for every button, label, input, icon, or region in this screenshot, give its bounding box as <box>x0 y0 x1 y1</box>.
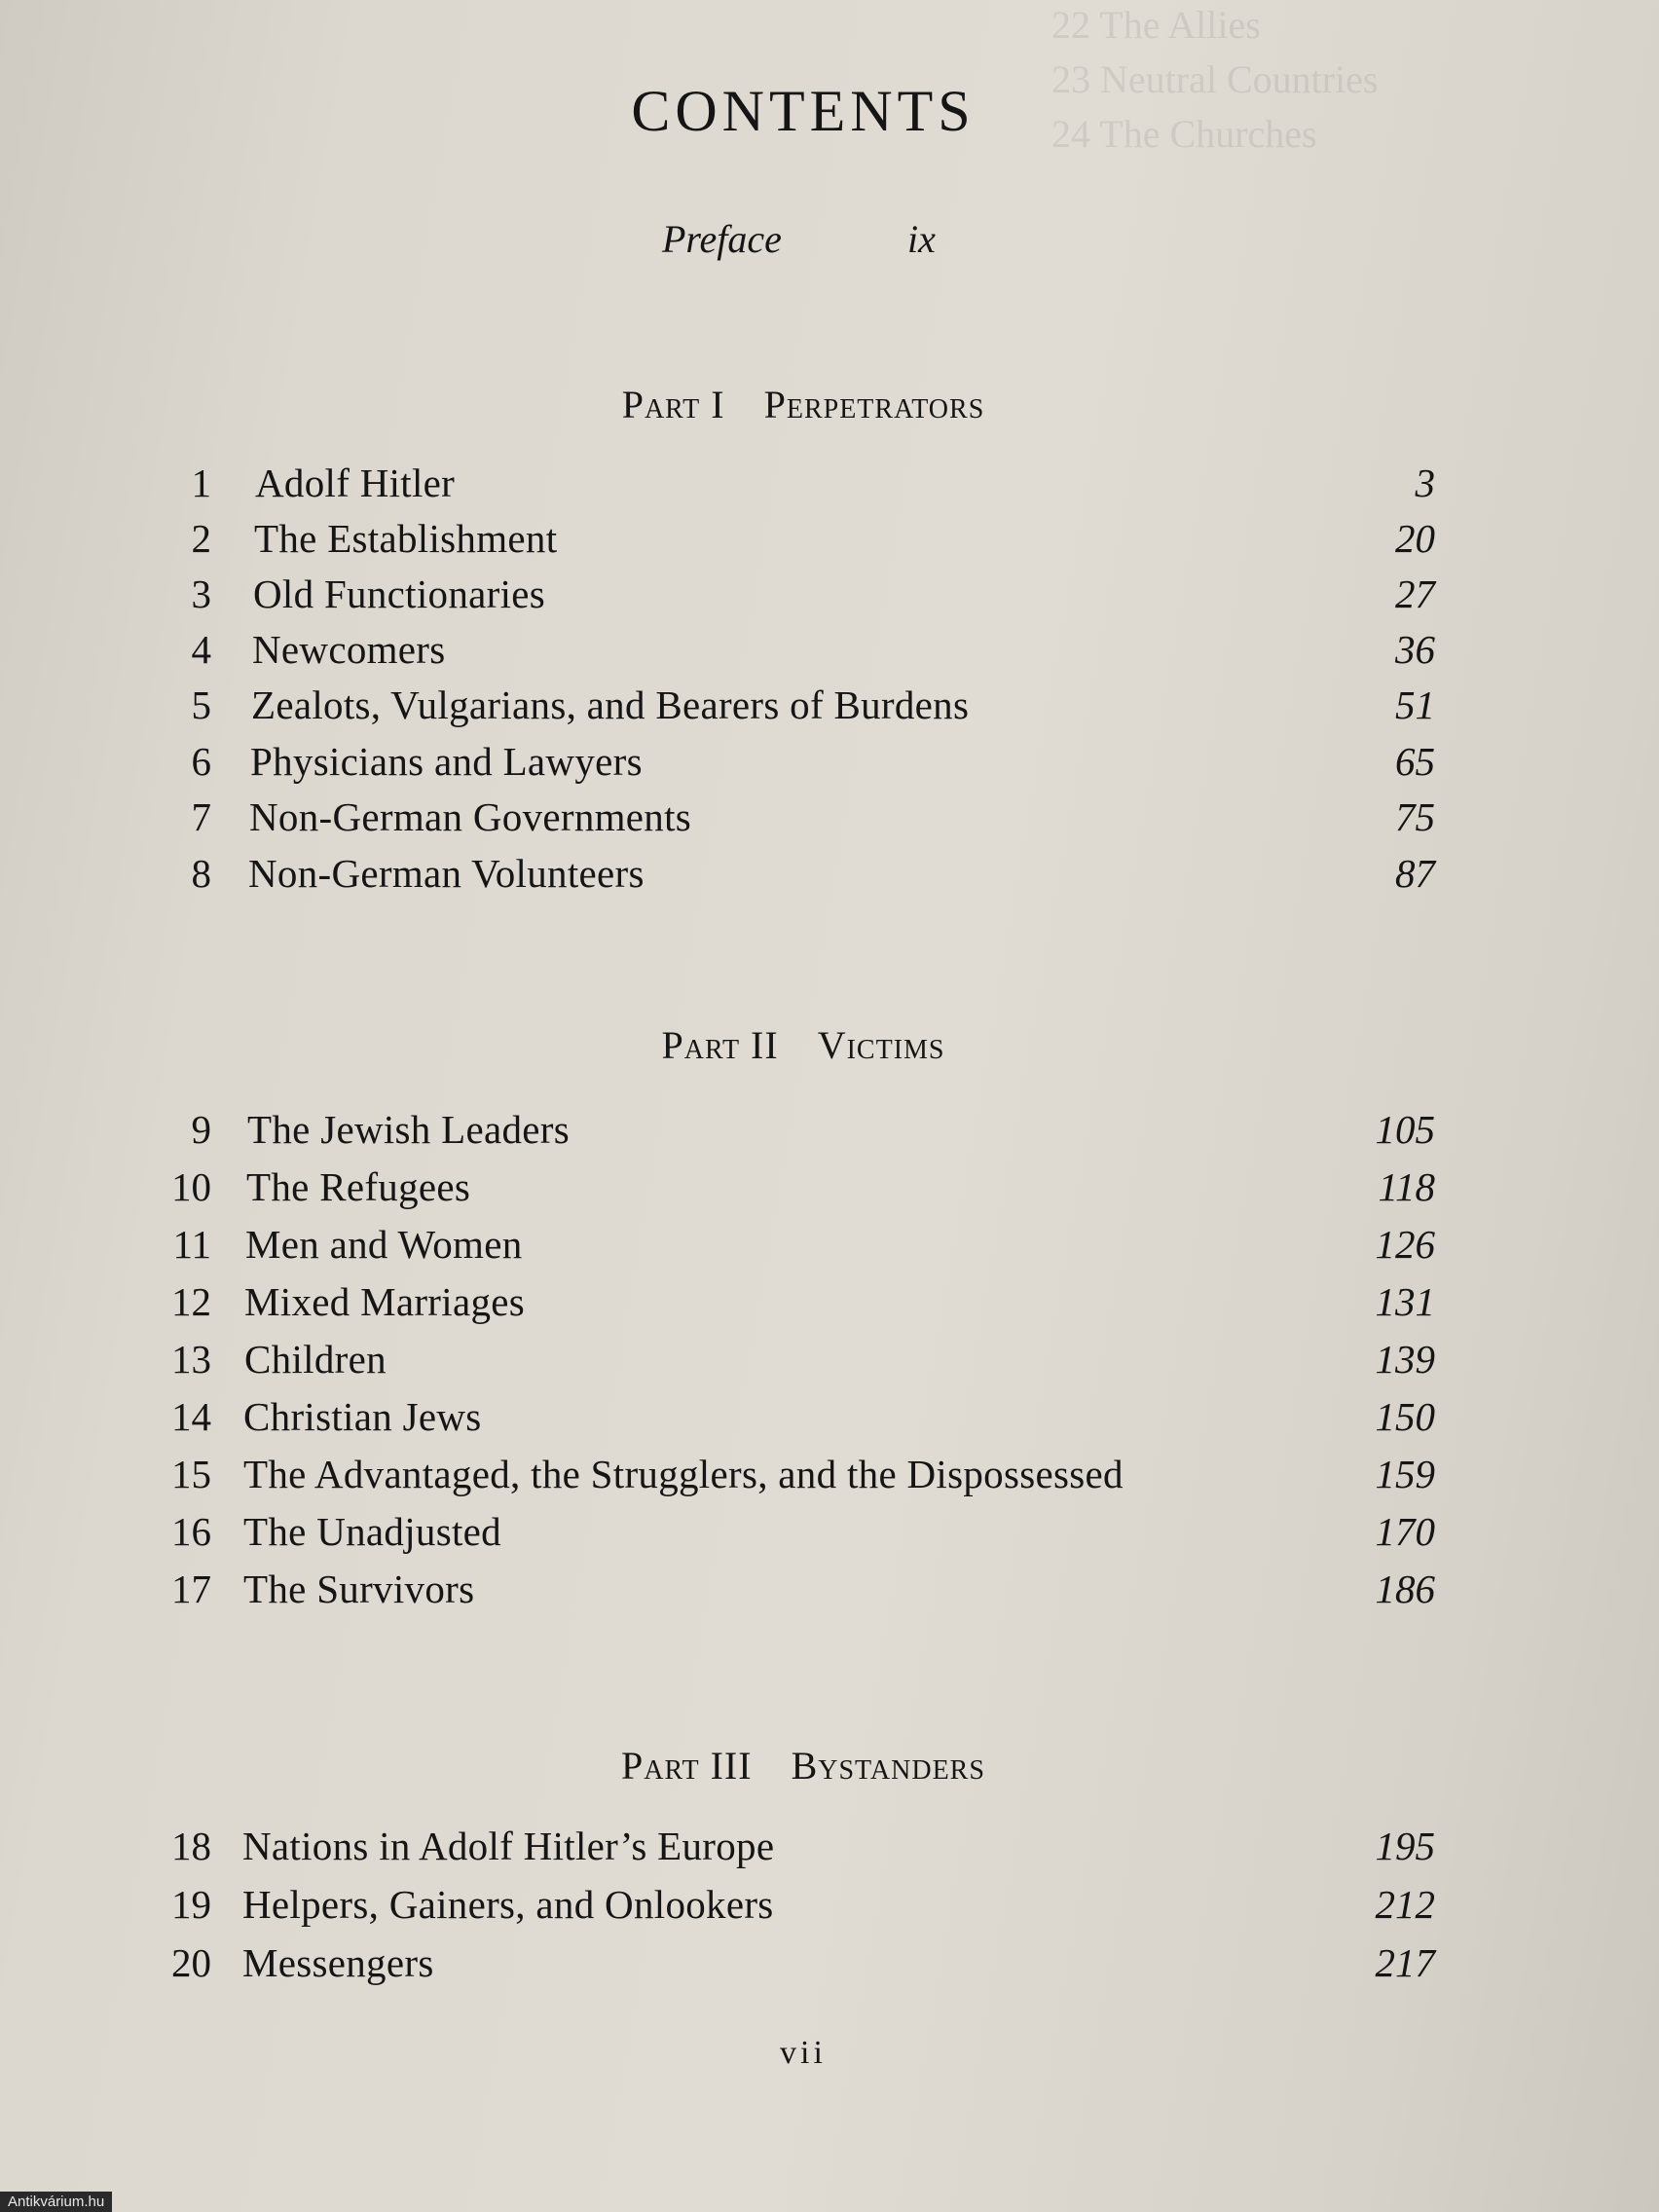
chapter-title: The Advantaged, the Strugglers, and the Dispossessed <box>243 1452 1124 1496</box>
part-3-heading <box>0 1743 1606 1788</box>
chapter-title: Non-German Governments <box>249 794 692 839</box>
preface-page-number: ix <box>907 217 936 261</box>
chapter-page: 65 <box>1395 739 1435 784</box>
chapter-page: 217 <box>1375 1940 1435 1985</box>
chapter-title: The Unadjusted <box>243 1509 501 1554</box>
page-title: CONTENTS <box>631 79 976 143</box>
toc-entry[interactable] <box>0 1823 1659 1877</box>
chapter-number: 9 <box>191 1107 211 1152</box>
toc-entry[interactable] <box>0 682 1659 736</box>
chapter-page: 139 <box>1375 1337 1435 1382</box>
chapter-page: 170 <box>1375 1509 1435 1554</box>
toc-entry[interactable] <box>0 571 1659 625</box>
chapter-number: 17 <box>171 1567 211 1611</box>
chapter-page: 126 <box>1375 1222 1435 1267</box>
show-through-text: 24 The Churches <box>1051 112 1317 156</box>
chapter-page: 186 <box>1375 1567 1435 1611</box>
chapter-title: Physicians and Lawyers <box>250 739 643 784</box>
chapter-page: 87 <box>1395 851 1435 896</box>
chapter-page: 51 <box>1395 682 1435 727</box>
chapter-page: 105 <box>1375 1107 1435 1152</box>
part-1-name: Perpetrators <box>763 383 985 426</box>
chapter-number: 3 <box>191 571 211 616</box>
chapter-number: 14 <box>171 1394 211 1439</box>
toc-entry[interactable] <box>0 1939 1659 1994</box>
toc-entry[interactable] <box>0 850 1659 904</box>
toc-entry[interactable] <box>0 1881 1659 1936</box>
chapter-page: 75 <box>1395 794 1435 839</box>
part-1-label: Part I <box>621 383 725 426</box>
toc-entry[interactable] <box>0 626 1659 681</box>
toc-entry[interactable] <box>0 1566 1659 1620</box>
toc-entry[interactable] <box>0 1393 1659 1448</box>
preface-entry[interactable] <box>0 216 1659 275</box>
chapter-title: Messengers <box>242 1940 434 1985</box>
chapter-title: Helpers, Gainers, and Onlookers <box>242 1882 774 1927</box>
watermark-label: Antikvárium.hu <box>0 2192 112 2212</box>
chapter-title: Nations in Adolf Hitler’s Europe <box>242 1824 775 1868</box>
chapter-title: Newcomers <box>252 627 446 672</box>
chapter-title: Men and Women <box>245 1222 523 1267</box>
chapter-number: 15 <box>171 1452 211 1496</box>
part-2-name: Victims <box>817 1023 945 1067</box>
part-1-heading <box>0 382 1606 427</box>
toc-entry[interactable] <box>0 738 1659 793</box>
chapter-number: 2 <box>191 516 211 561</box>
chapter-number: 11 <box>172 1222 211 1267</box>
toc-entry[interactable] <box>0 1163 1659 1218</box>
toc-entry[interactable] <box>0 1221 1659 1275</box>
toc-entry[interactable] <box>0 793 1659 848</box>
preface-label: Preface <box>662 217 782 261</box>
chapter-number: 19 <box>171 1882 211 1927</box>
part-2-label: Part II <box>661 1023 779 1067</box>
chapter-page: 195 <box>1375 1824 1435 1868</box>
chapter-number: 7 <box>191 794 211 839</box>
chapter-page: 20 <box>1395 516 1435 561</box>
part-2-heading <box>0 1022 1606 1068</box>
toc-entry[interactable] <box>0 1336 1659 1390</box>
chapter-title: Christian Jews <box>243 1394 482 1439</box>
chapter-page: 150 <box>1375 1394 1435 1439</box>
chapter-number: 16 <box>171 1509 211 1554</box>
toc-entry[interactable] <box>0 1508 1659 1563</box>
chapter-title: The Jewish Leaders <box>247 1107 570 1152</box>
chapter-number: 18 <box>171 1824 211 1868</box>
toc-entry[interactable] <box>0 1451 1659 1505</box>
chapter-page: 36 <box>1395 627 1435 672</box>
page-number: vii <box>780 2035 827 2071</box>
chapter-number: 10 <box>171 1164 211 1209</box>
chapter-number: 20 <box>171 1940 211 1985</box>
chapter-number: 1 <box>191 461 211 505</box>
toc-entry[interactable] <box>0 515 1659 570</box>
chapter-title: Zealots, Vulgarians, and Bearers of Burdens <box>251 682 970 727</box>
toc-entry[interactable] <box>0 460 1659 514</box>
chapter-number: 13 <box>171 1337 211 1382</box>
chapter-number: 8 <box>191 851 211 896</box>
chapter-page: 27 <box>1395 571 1435 616</box>
chapter-page: 3 <box>1415 461 1435 505</box>
chapter-number: 5 <box>191 682 211 727</box>
toc-entry[interactable] <box>0 1278 1659 1333</box>
chapter-title: Old Functionaries <box>253 571 546 616</box>
chapter-page: 212 <box>1375 1882 1435 1927</box>
part-3-label: Part III <box>621 1744 753 1788</box>
chapter-page: 131 <box>1375 1279 1435 1324</box>
chapter-title: Non-German Volunteers <box>248 851 645 896</box>
chapter-number: 6 <box>191 739 211 784</box>
show-through-text: 22 The Allies <box>1051 3 1261 47</box>
chapter-title: Adolf Hitler <box>255 461 456 505</box>
chapter-number: 4 <box>191 627 211 672</box>
chapter-title: Mixed Marriages <box>244 1279 525 1324</box>
chapter-title: The Refugees <box>246 1164 471 1209</box>
show-through-text: 23 Neutral Countries <box>1051 57 1379 101</box>
chapter-title: The Survivors <box>243 1567 475 1611</box>
chapter-page: 118 <box>1378 1164 1435 1209</box>
chapter-title: Children <box>244 1337 387 1382</box>
chapter-number: 12 <box>171 1279 211 1324</box>
toc-entry[interactable] <box>0 1106 1659 1161</box>
chapter-page: 159 <box>1375 1452 1435 1496</box>
part-3-name: Bystanders <box>791 1744 985 1788</box>
chapter-title: The Establishment <box>254 516 558 561</box>
